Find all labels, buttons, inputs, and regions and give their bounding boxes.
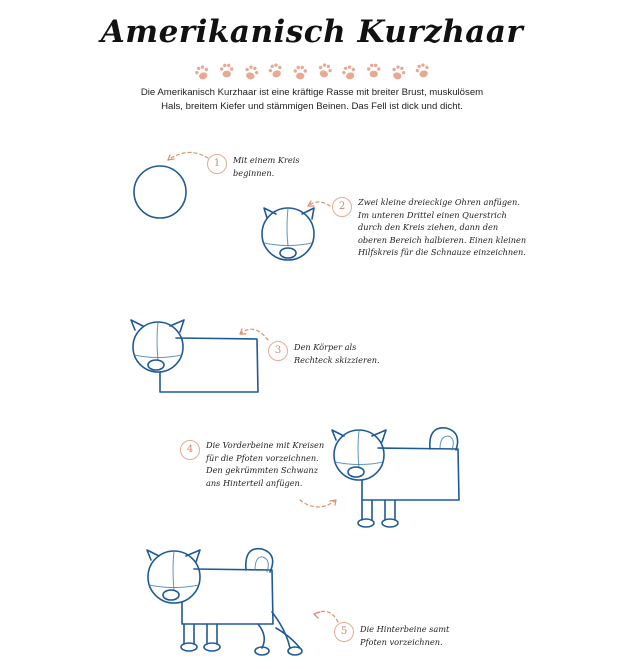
intro-line-2: Hals, breitem Kiefer und stämmigen Beinen. Das Fell ist dick und dicht. — [161, 101, 463, 112]
step-2-sketch — [262, 208, 314, 260]
step-4-sketch — [332, 428, 459, 527]
step-3-sketch — [131, 320, 258, 392]
step-5-text: Die Hinterbeine samt Pfoten vorzeichnen. — [360, 624, 450, 647]
step-1-arrow — [168, 152, 208, 160]
step-4-number: 4 — [180, 440, 200, 460]
step-5-sketch — [147, 549, 302, 655]
step-3-text: Den Körper als Rechteck skizzieren. — [294, 342, 380, 365]
step-2-number: 2 — [332, 197, 352, 217]
step-1-text: Mit einem Kreis beginnen. — [233, 155, 300, 178]
page-title: Amerikanisch Kurzhaar — [100, 14, 524, 50]
step-1-sketch — [134, 166, 186, 218]
step-3-number: 3 — [268, 341, 288, 361]
step-4-arrow — [300, 500, 336, 507]
step-4-text: Die Vorderbeine mit Kreisen für die Pfoten vorzeichnen. Den gekrümmten Schwanz ans Hinterteil anfügen. — [206, 440, 325, 488]
step-5-arrow — [314, 611, 338, 622]
step-2-text: Zwei kleine dreieckige Ohren anfügen. Im unteren Drittel einen Querstrich durch den Kreis ziehen, dann den oberen Bereich halbieren. Einen kleinen Hilfskreis für die Schnauze einzeichnen. — [358, 197, 527, 257]
step-5-number: 5 — [334, 622, 354, 642]
step-2-arrow — [308, 201, 330, 206]
intro-line-1: Die Amerikanisch Kurzhaar ist eine kräftige Rasse mit breiter Brust, muskulösem — [140, 87, 484, 98]
step-1-number: 1 — [207, 154, 227, 174]
